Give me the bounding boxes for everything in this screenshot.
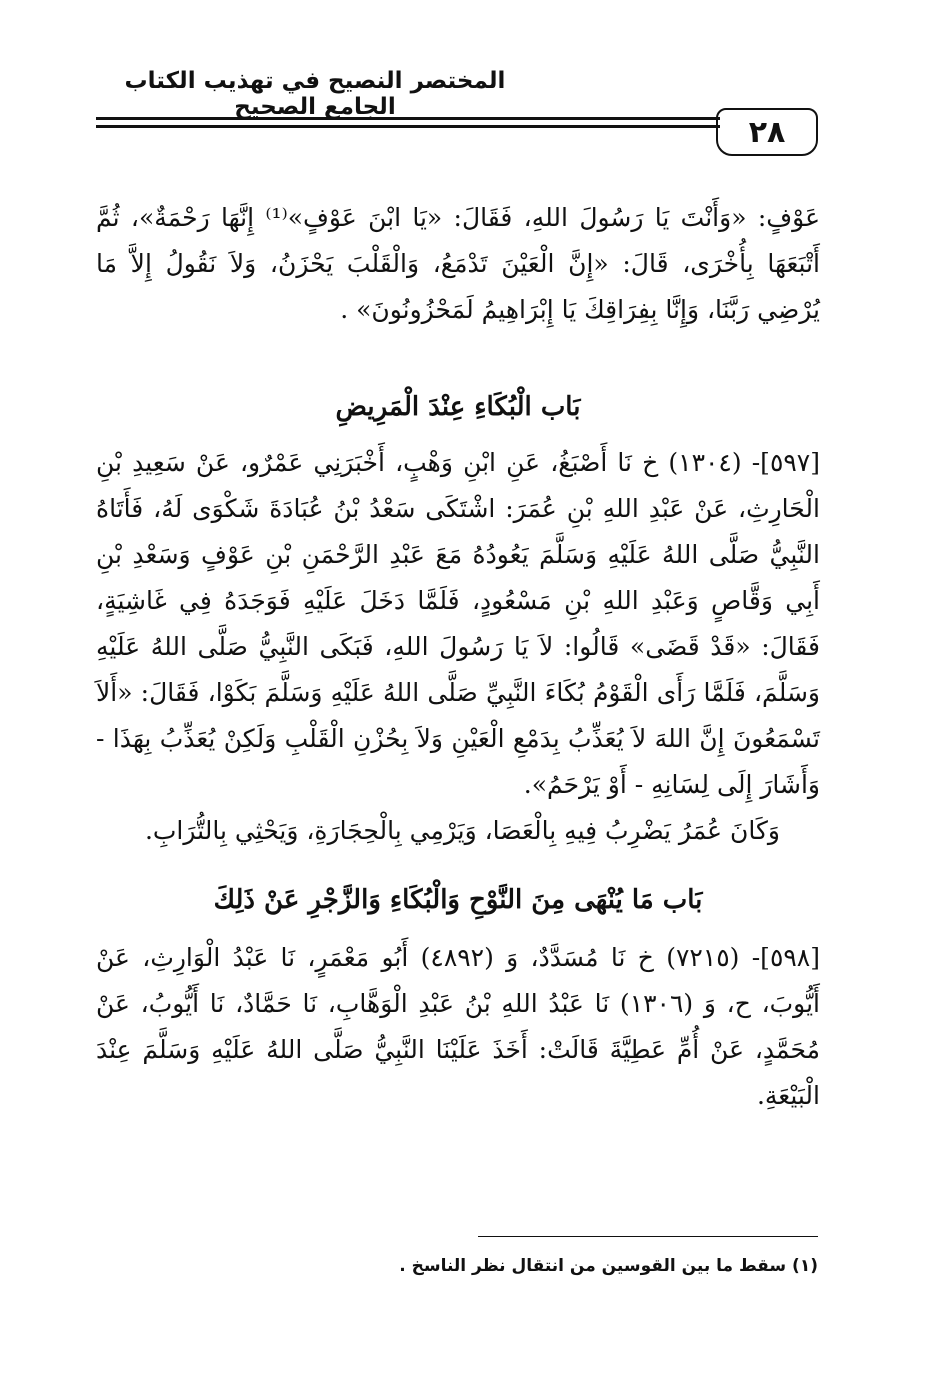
footnote: (١) سقط ما بين القوسين من انتقال نظر الناسخ . (399, 1256, 818, 1276)
running-title: المختصر النصيح في تهذيب الكتاب الجامع الصحيح (124, 68, 506, 120)
hadith-597: [٥٩٧]- (١٣٠٤) خ نَا أَصْبَغُ، عَنِ ابْنِ وَهْبٍ، أَخْبَرَنِي عَمْرٌو، عَنْ سَعِيدِ بْنِ الْحَارِثِ، عَنْ عَبْدِ اللهِ بْنِ عُمَرَ: اشْتَكَى سَعْدُ بْنُ عُبَادَةَ شَكْوَى لَهُ، فَأَتَاهُ النَّبِيُّ صَلَّى اللهُ عَلَيْهِ وَسَلَّمَ يَعُودُهُ مَعَ عَبْدِ الرَّحْمَنِ بْنِ عَوْفٍ وَسَعْدِ بْنِ أَبِي وَقَّاصٍ وَعَبْدِ اللهِ بْنِ مَسْعُودٍ، فَلَمَّا دَخَلَ عَلَيْهِ فَوَجَدَهُ فِي غَاشِيَةٍ، فَقَالَ: «قَدْ قَضَى» قَالُوا: لاَ يَا رَسُولَ اللهِ، فَبَكَى النَّبِيُّ صَلَّى اللهُ عَلَيْهِ وَسَلَّمَ، فَلَمَّا رَأَى الْقَوْمُ بُكَاءَ النَّبِيِّ صَلَّى اللهُ عَلَيْهِ وَسَلَّمَ بَكَوْا، فَقَالَ: «أَلاَ تَسْمَعُونَ إِنَّ اللهَ لاَ يُعَذِّبُ بِدَمْعِ الْعَيْنِ وَلاَ بِحُزْنِ الْقَلْبِ وَلَكِنْ يُعَذِّبُ بِهَذَا - وَأَشَارَ إِلَى لِسَانِهِ - أَوْ يَرْحَمُ». (96, 448, 820, 799)
chapter-heading: بَاب مَا يُنْهَى مِنَ النَّوْحِ وَالْبُكَاءِ وَالزَّجْرِ عَنْ ذَلِكَ (213, 885, 703, 915)
hadith-598: [٥٩٨]- (٧٢١٥) خ نَا مُسَدَّدٌ، وَ (٤٨٩٢) أَبُو مَعْمَرٍ، نَا عَبْدُ الْوَارِثِ، عَنْ أَيُّوبَ، ح، وَ (١٣٠٦) نَا عَبْدُ اللهِ بْنُ عَبْدِ الْوَهَّابِ، نَا حَمَّادٌ، نَا أَيُّوبُ، عَنْ مُحَمَّدٍ، عَنْ أُمِّ عَطِيَّةَ قَالَتْ: أَخَذَ عَلَيْنَا النَّبِيُّ صَلَّى اللهُ عَلَيْهِ وَسَلَّمَ عِنْدَ الْبَيْعَةِ. (96, 943, 820, 1110)
paragraph-continued: عَوْفٍ: «وَأَنْتَ يَا رَسُولَ اللهِ، فَقَالَ: «يَا ابْنَ عَوْفٍ»⁽¹⁾ إِنَّهَا رَحْمَةٌ»، ثُمَّ أَتْبَعَهَا بِأُخْرَى، قَالَ: «إِنَّ الْعَيْنَ تَدْمَعُ، وَالْقَلْبَ يَحْزَنُ، وَلاَ نَقُولُ إِلاَّ مَا يُرْضِي رَبَّنَا، وَإِنَّا بِفِرَاقِكَ يَا إِبْرَاهِيمُ لَمَحْزُونُونَ» . (96, 203, 820, 324)
page-number: ٢٨ (716, 108, 818, 156)
header-double-rule (96, 117, 720, 128)
footnote-separator (478, 1236, 818, 1237)
chapter-heading: بَاب الْبُكَاءِ عِنْدَ الْمَرِيضِ (335, 392, 581, 422)
paragraph-note: وَكَانَ عُمَرُ يَضْرِبُ فِيهِ بِالْعَصَا، وَيَرْمِي بِالْحِجَارَةِ، وَيَحْثِي بِالتُّرَابِ. (144, 816, 780, 845)
